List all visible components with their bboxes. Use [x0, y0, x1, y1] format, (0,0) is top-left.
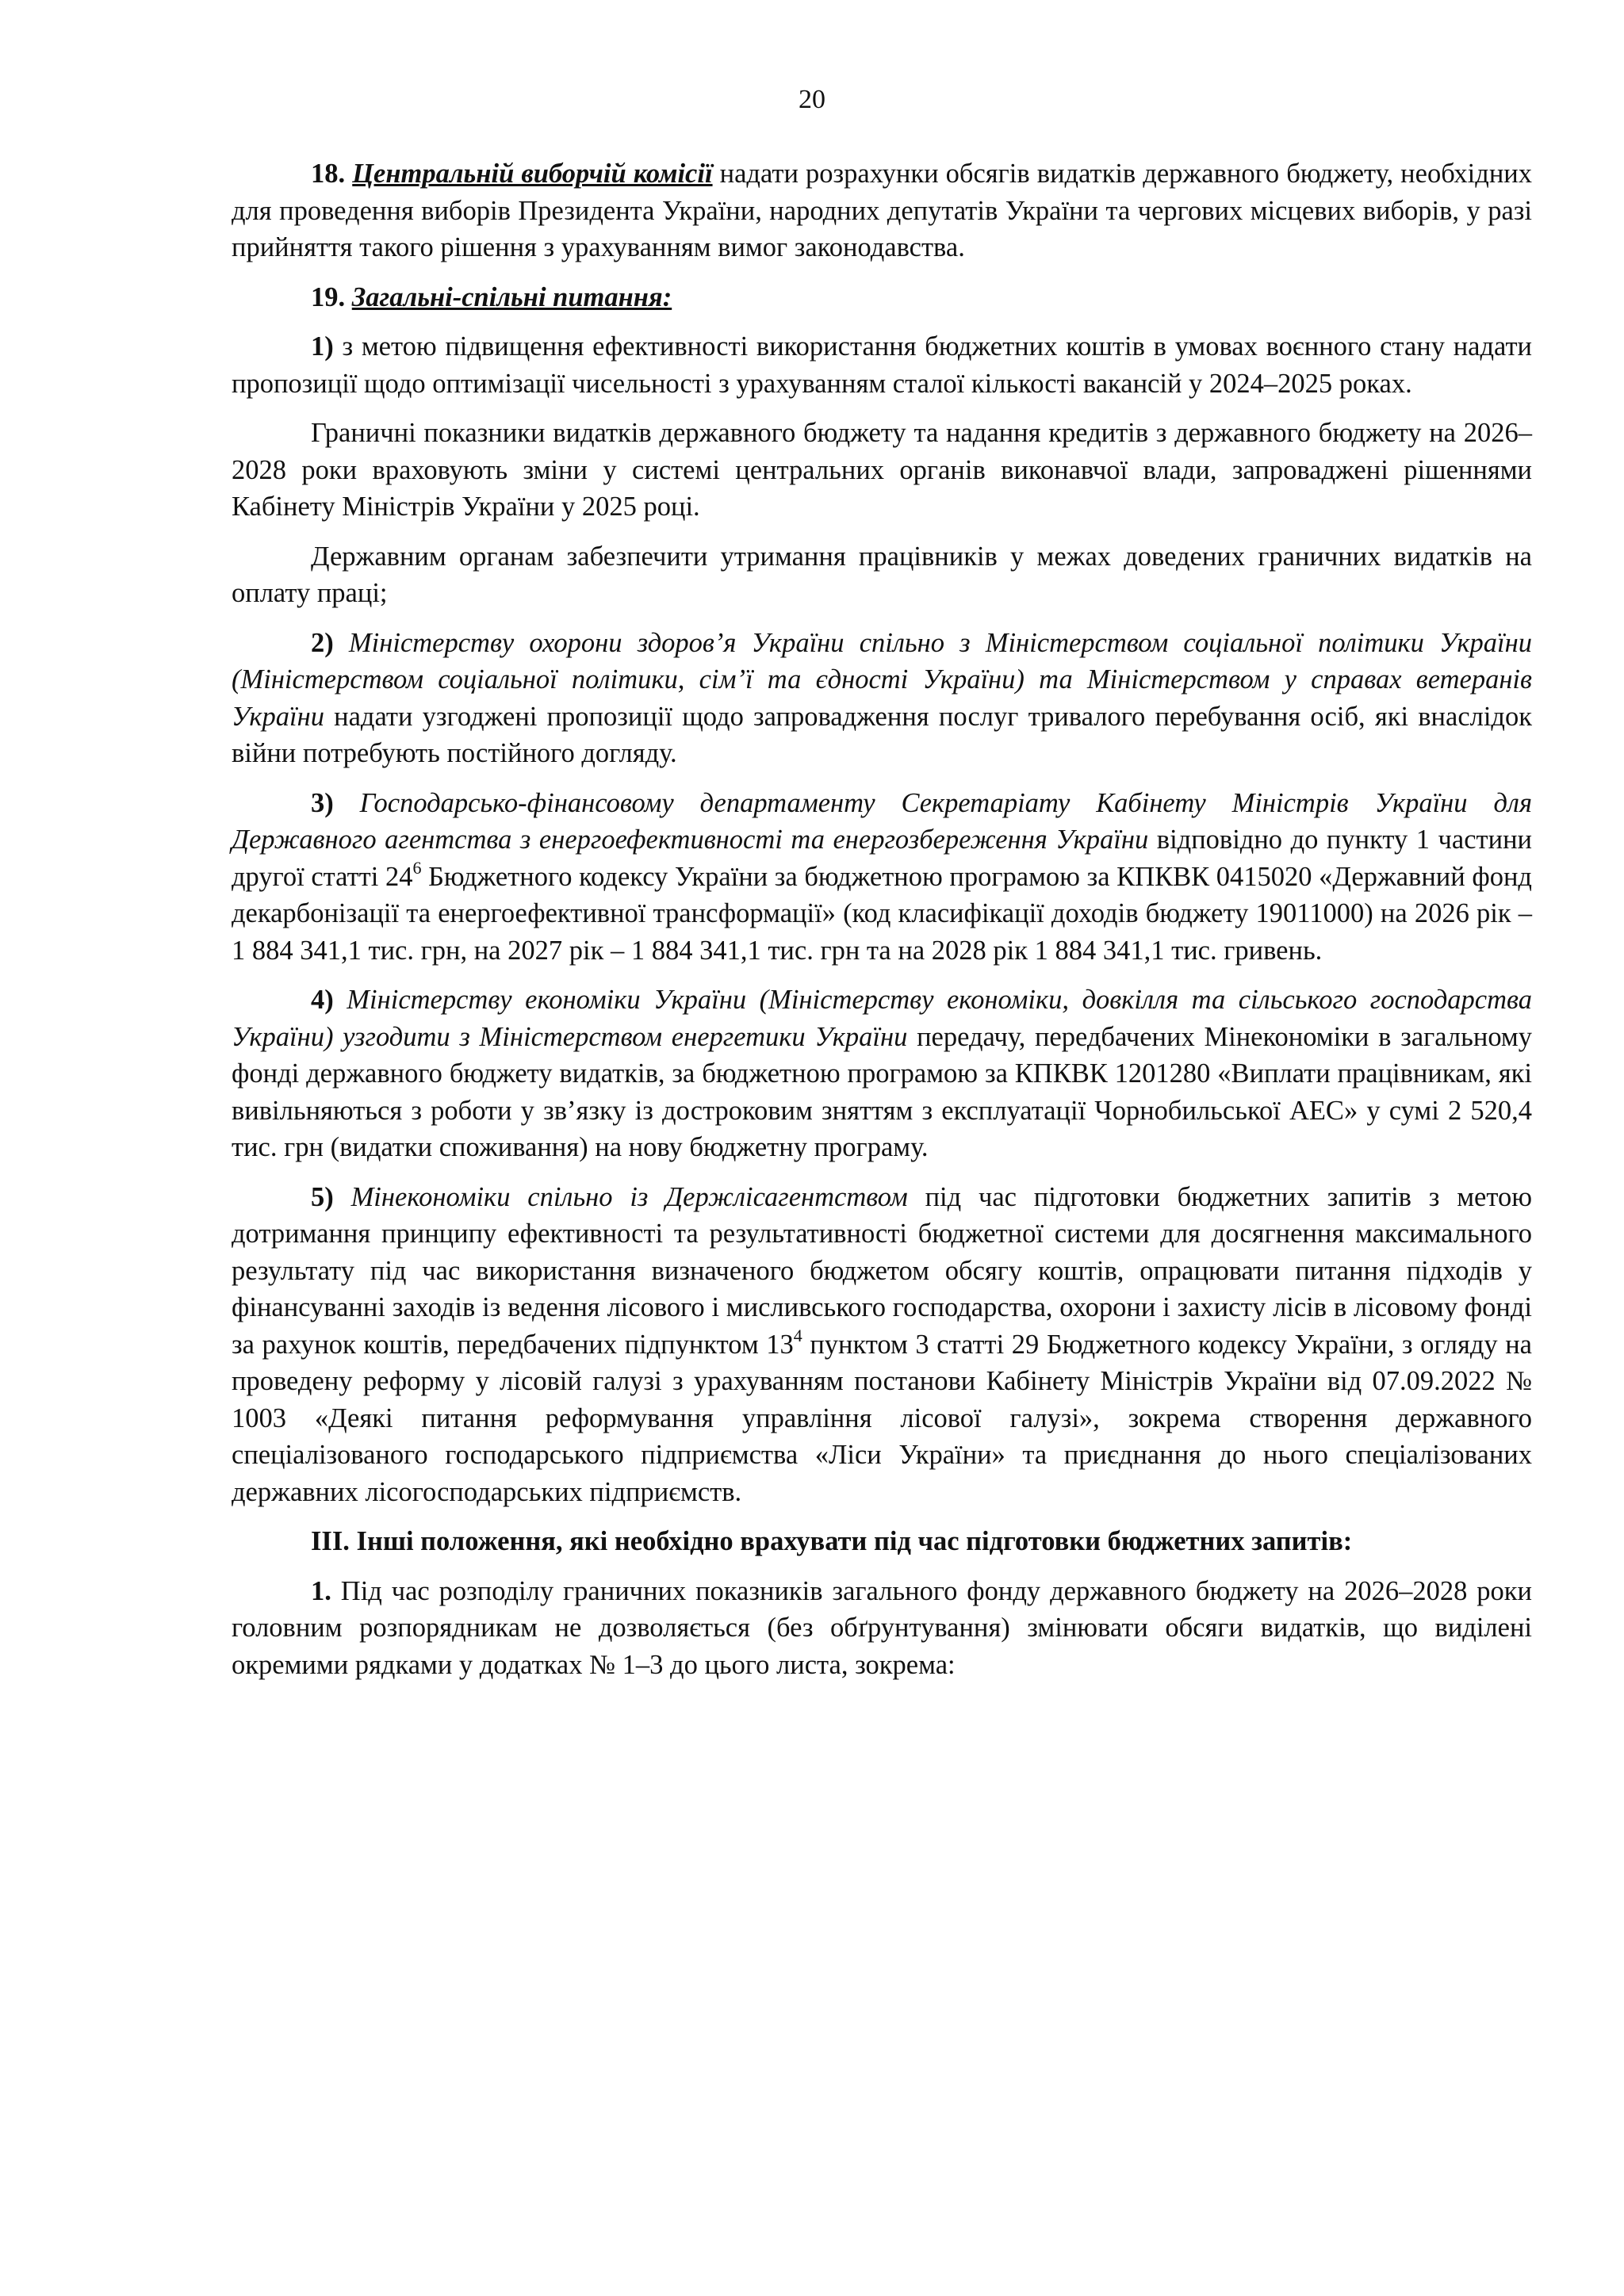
item-5: [232, 1179, 1532, 1511]
section-heading: Загальні-спільні питання:: [351, 281, 672, 312]
item-4: [232, 982, 1532, 1166]
item-number: 5): [311, 1181, 334, 1212]
item-text: відповідно до пункту 1 частини другої статті 24: [232, 825, 1532, 892]
item-text: надати узгоджені пропозиції щодо запровадження послуг тривалого перебування осіб, які внаслідок війни потребують постійного догляду.: [232, 701, 1532, 768]
item-text: з метою підвищення ефективності використання бюджетних коштів в умовах воєнного стану надати пропозиції щодо оптимізації чисельності з урахуванням сталої кількості вакансій у 2024–2025 роках.: [232, 331, 1532, 399]
section-3-item-1: [232, 1573, 1532, 1684]
item-text: під час підготовки бюджетних запитів з метою дотримання принципу ефективності та результативності бюджетної системи для досягнення максимального результату під час використання визначеного бюджетом обсягу коштів, опрацювати питання підходів у фінансуванні заходів із ведення лісового і мисливського господарства, охорони і захисту лісів в лісовому фонді за рахунок коштів, передбачених підпунктом 13: [232, 1181, 1532, 1360]
item-text-continued: Бюджетного кодексу України за бюджетною програмою за КПКВК 0415020 «Державний фонд декарбонізації та енергоефективної трансформації» (код класифікації доходів бюджету 19011000) на 2026 рік – 1 884 341,1 тис. грн, на 2027 рік – 1 884 341,1 тис. грн та на 2028 рік 1 884 341,1 тис. гривень.: [232, 861, 1532, 966]
item-1: [232, 328, 1532, 402]
item-1-paragraph-2: Граничні показники видатків державного бюджету та надання кредитів з державного бюджету на 2026–2028 роки враховують зміни у системі центральних органів виконавчої влади, запроваджені рішеннями Кабінету Міністрів України у 2025 році.: [232, 418, 1532, 522]
item-1-paragraph-3: Державним органам забезпечити утримання працівників у межах доведених граничних видатків на оплату праці;: [232, 541, 1532, 608]
item-text: передачу, передбачених Мінекономіки в загальному фонді державного бюджету видатків, за бюджетною програмою за КПКВК 1201280 «Виплати працівникам, які вивільняються з роботи у зв’язку із достроковим зняттям з експлуатації Чорнобильської АЕС» у сумі 2 520,4 тис. грн (видатки споживання) на нову бюджетну програму.: [232, 1021, 1533, 1162]
superscript: 4: [793, 1326, 802, 1345]
addressee: Мінекономіки спільно із Держлісагентством: [333, 1181, 908, 1212]
addressee: Господарсько-фінансовому департаменту Секретаріату Кабінету Міністрів України для Державного агентства з енергоефективності та енергозбереження України: [232, 787, 1532, 855]
section-3-heading: ІІІ. Інші положення, які необхідно врахувати під час підготовки бюджетних запитів:: [311, 1526, 1353, 1556]
document-body: [232, 155, 1532, 1696]
item-text-continued: пунктом 3 статті 29 Бюджетного кодексу України, з огляду на проведену реформу у лісовій галузі з урахуванням постанови Кабінету Міністрів України від 07.09.2022 № 1003 «Деякі питання реформування управління лісової галузі», зокрема створення державного спеціалізованого господарського підприємства «Ліси України» та приєднання до нього спеціалізованих державних лісогосподарських підприємств.: [232, 1329, 1532, 1507]
paragraph-number: 19.: [311, 281, 346, 312]
addressee: Міністерству економіки України (Міністерству економіки, довкілля та сільського господарства України) узгодити з Міністерством енергетики України: [232, 985, 1532, 1052]
paragraph-19: [232, 279, 1532, 316]
item-number: 2): [311, 627, 334, 658]
page-number: 20: [799, 85, 825, 114]
paragraph-number: 18.: [311, 159, 346, 189]
item-number: 4): [311, 985, 334, 1015]
item-3: [232, 785, 1532, 970]
item-number: 3): [311, 787, 334, 818]
addressee: Міністерству охорони здоров’я України спільно з Міністерством соціальної політики України (Міністерством соціальної політики, сім’ї та єдності України) та Міністерством у справах ветеранів України: [232, 627, 1532, 732]
item-number: 1): [311, 331, 334, 362]
superscript: 6: [412, 858, 422, 878]
paragraph-text: надати розрахунки обсягів видатків державного бюджету, необхідних для проведення виборів Президента України, народних депутатів України та чергових місцевих виборів, у разі прийняття такого рішення з урахуванням вимог законодавства.: [232, 159, 1532, 262]
item-2: [232, 625, 1532, 772]
paragraph-18: [232, 155, 1532, 266]
addressee: Центральній виборчій комісії: [352, 159, 713, 189]
item-number: 1.: [311, 1575, 331, 1606]
item-text: Під час розподілу граничних показників загального фонду державного бюджету на 2026–2028 роки головним розпорядникам не дозволяється (без обґрунтування) змінювати обсяги видатків, що виділені окремими рядками у додатках № 1–3 до цього листа, зокрема:: [232, 1575, 1532, 1680]
